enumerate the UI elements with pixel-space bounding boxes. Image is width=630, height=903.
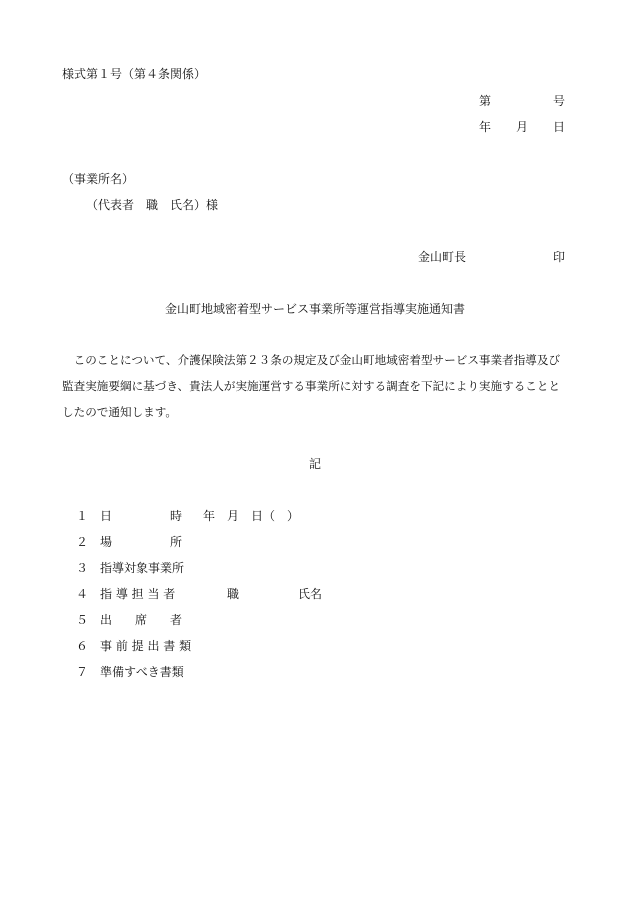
item-4-position-label: 職 <box>227 587 240 601</box>
document-title: 金山町地域密着型サービス事業所等運営指導実施通知書 <box>164 302 465 316</box>
item-5-label-b: 者 <box>170 613 183 627</box>
form-label: 様式第１号（第４条関係） <box>62 67 207 81</box>
date-year: 年 <box>479 120 492 134</box>
item-5-number: ５ <box>76 613 89 627</box>
item-5-label-a: 出 <box>100 613 113 627</box>
item-7-label: 準備すべき書類 <box>100 665 184 679</box>
number-dai: 第 <box>479 94 492 108</box>
item-3-label: 指導対象事業所 <box>100 561 185 575</box>
item-2-label-b: 所 <box>170 535 183 549</box>
body-line-1: このことについて、介護保険法第２３条の規定及び金山町地域密着型サービス事業者指導及び <box>62 353 561 367</box>
number-go: 号 <box>553 94 566 108</box>
recipient-representative: （代表者 職 氏名）様 <box>86 198 219 212</box>
recipient-office-name: （事業所名） <box>62 172 135 186</box>
item-5-label-mid: 席 <box>135 613 148 627</box>
item-1-value: 年 月 日（ ） <box>203 509 300 523</box>
item-1-number: １ <box>76 509 89 523</box>
item-4-name-label: 氏名 <box>298 587 323 601</box>
date-day: 日 <box>553 120 566 134</box>
item-2-number: ２ <box>76 535 89 549</box>
body-line-3: したので通知します。 <box>62 405 178 419</box>
ki-heading: 記 <box>308 457 321 471</box>
item-6-number: ６ <box>76 639 89 653</box>
item-7-number: ７ <box>76 665 89 679</box>
date-month: 月 <box>516 120 529 134</box>
item-1-label-b: 時 <box>170 509 183 523</box>
item-4-number: ４ <box>76 587 89 601</box>
item-2-label-a: 場 <box>100 535 113 549</box>
item-6-label: 事 前 提 出 書 類 <box>100 639 192 653</box>
sender-name: 金山町長 <box>418 250 467 264</box>
sender-seal: 印 <box>553 250 566 264</box>
body-line-2: 監査実施要綱に基づき、貴法人が実施運営する事業所に対する調査を下記により実施することと <box>62 379 561 393</box>
item-3-number: ３ <box>76 561 89 575</box>
item-1-label-a: 日 <box>100 509 113 523</box>
item-4-label: 指 導 担 当 者 <box>100 587 176 601</box>
